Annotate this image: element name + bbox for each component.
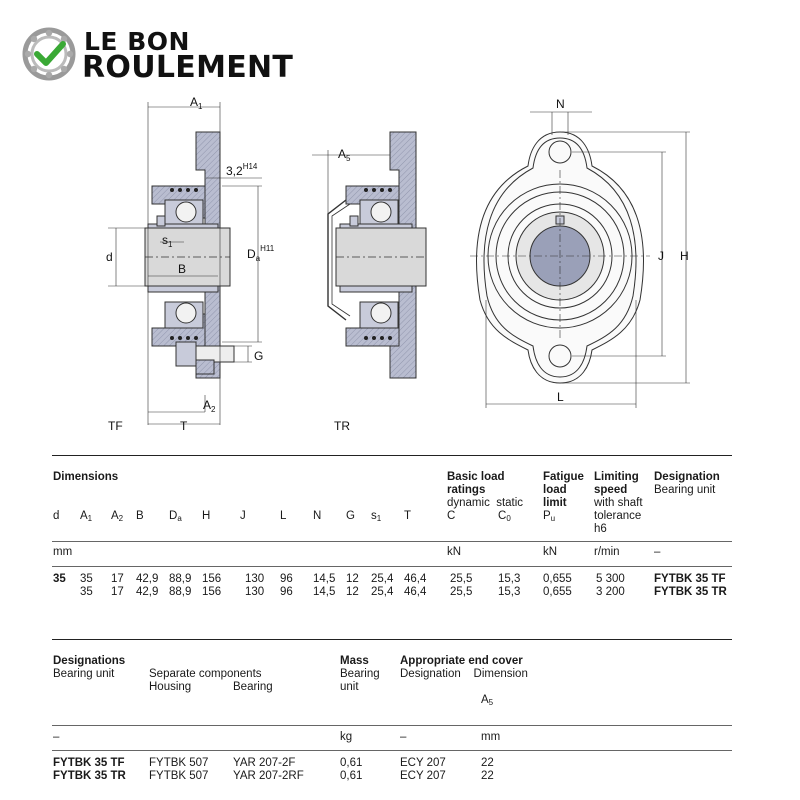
limiting-speed-header: Limiting speed with shaft tolerance h6 xyxy=(594,471,643,535)
col-j: J xyxy=(240,510,246,522)
designation-header: Designation Bearing unit xyxy=(654,471,720,496)
col-a5: $A_5$ xyxy=(481,694,494,707)
label-view-tf: TF xyxy=(108,419,123,433)
logo-line2: ROULEMENT xyxy=(82,50,294,85)
col-l: L xyxy=(280,510,287,522)
svg-text:A2: $A_2$ xyxy=(203,398,216,414)
unit-kn: kN xyxy=(447,546,462,558)
col-t: T xyxy=(404,510,412,522)
bearing-check-icon xyxy=(22,27,76,81)
separate-header: Separate components xyxy=(149,668,262,680)
unit-kg: kg xyxy=(340,731,353,743)
label-l: L xyxy=(557,390,564,404)
unit-kn-fatigue: kN xyxy=(543,546,558,558)
col-a2: $A_2$ xyxy=(111,510,124,523)
front-view xyxy=(470,112,690,408)
basic-load-header: Basic load ratings dynamic static C xyxy=(447,471,524,522)
col-s1: $s_1$ xyxy=(371,510,382,523)
svg-text:A1: $A_1$ xyxy=(190,95,203,111)
label-groove: 3,2 xyxy=(226,164,243,178)
svg-text:A5: $A_5$ xyxy=(338,147,351,163)
svg-text:DaH11: $D_a^{H11}$ xyxy=(247,244,275,263)
dimensions-title: Dimensions xyxy=(53,471,119,483)
svg-text:s1: $s_1$ xyxy=(162,233,173,249)
label-t: T xyxy=(180,419,188,433)
col-d: d xyxy=(53,510,60,522)
label-a1: A xyxy=(190,95,199,109)
label-g: G xyxy=(254,349,264,363)
col-n: N xyxy=(313,510,322,522)
label-n: N xyxy=(556,97,565,111)
logo-line1: LE BON xyxy=(84,27,190,56)
col-b: B xyxy=(136,510,144,522)
label-j: J xyxy=(658,249,664,263)
end-cover-header: Appropriate end cover Designation Dimension xyxy=(400,655,528,680)
col-h: H xyxy=(202,510,211,522)
housing-header: Housing xyxy=(149,681,192,693)
designations-header: Designations Bearing unit xyxy=(53,655,126,680)
unit-mm: mm xyxy=(53,546,73,558)
label-da: D xyxy=(247,247,256,261)
label-a5: A xyxy=(338,147,347,161)
label-b: B xyxy=(178,262,187,276)
svg-text:3,2H14: $3,2^{H14}$ xyxy=(226,162,258,178)
fatigue-header: Fatigue load limit $P_u$ xyxy=(543,471,584,523)
label-a2: A xyxy=(203,398,212,412)
mass-header: Mass Bearing unit xyxy=(340,655,380,693)
col-c0: $C_0$ xyxy=(498,510,511,523)
col-a1: $A_1$ xyxy=(80,510,93,523)
label-d: d xyxy=(106,250,113,264)
bearing-header: Bearing xyxy=(233,681,273,693)
label-h: H xyxy=(680,249,689,263)
tr-section-view xyxy=(312,132,426,378)
technical-drawing xyxy=(0,90,800,440)
unit-dash-2: – xyxy=(400,731,407,743)
unit-dash-1: – xyxy=(53,731,60,743)
unit-mm-2: mm xyxy=(481,731,501,743)
unit-dash: – xyxy=(654,546,661,558)
label-s1: s xyxy=(162,233,168,247)
col-g: G xyxy=(346,510,355,522)
col-da: $D_a$ xyxy=(169,510,182,523)
label-view-tr: TR xyxy=(334,419,350,433)
unit-rpm: r/min xyxy=(594,546,620,558)
